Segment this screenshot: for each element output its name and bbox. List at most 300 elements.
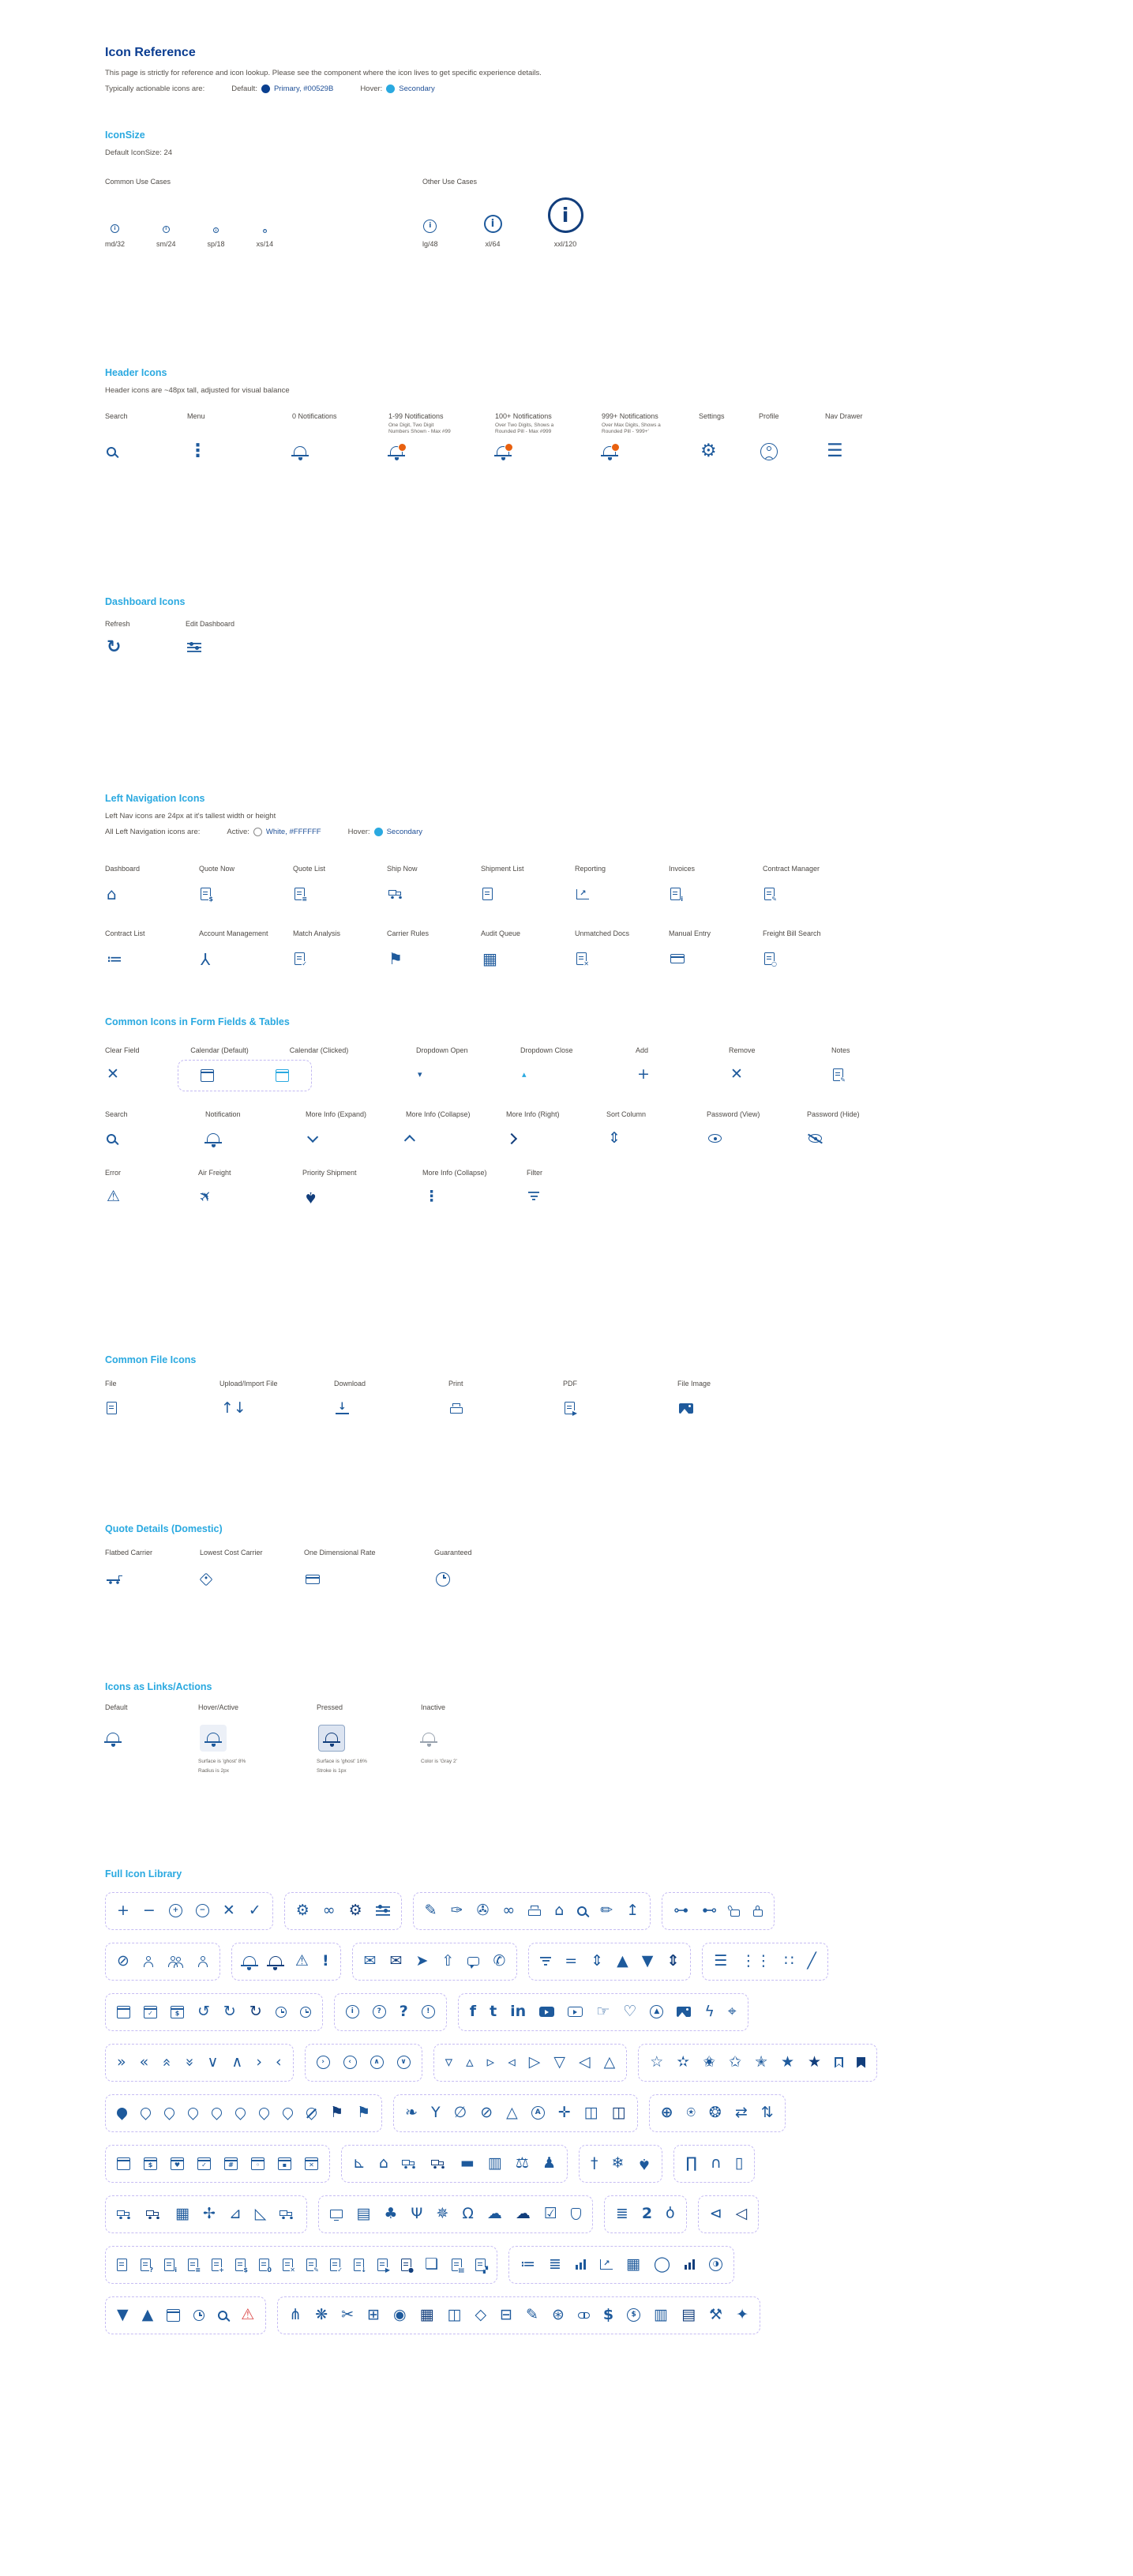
glyph-icon: ⋔: [289, 2306, 302, 2324]
section-heading: Dashboard Icons: [105, 595, 186, 607]
icon-label: Search: [105, 1110, 128, 1118]
active-color-swatch: [253, 828, 262, 836]
glyph-icon: ✕: [222, 1902, 235, 1920]
circ-icon: i: [111, 224, 119, 233]
glyph-icon: ⚠: [295, 1952, 309, 1970]
library-row: [105, 2246, 1117, 2284]
icon-cell: [105, 189, 125, 249]
pin-icon: [212, 2108, 222, 2118]
circ-icon: A: [531, 2106, 545, 2120]
library-icon-group: [284, 1892, 402, 1930]
glyph-icon: ↥: [626, 1902, 640, 1920]
icon-label: 999+ Notifications: [602, 411, 658, 420]
cal-icon: [224, 2157, 238, 2170]
doc-icon: [764, 888, 775, 900]
mon-icon: [330, 2210, 343, 2218]
pin-icon: [306, 2108, 317, 2118]
library-row: [105, 2094, 1117, 2132]
library-icon-group: [662, 1892, 775, 1930]
circ-icon: ∨: [397, 2056, 411, 2069]
glyph-icon: ▼: [117, 2306, 129, 2324]
icon-cell: [306, 1110, 406, 1150]
glyph-icon: ⊲: [709, 2205, 722, 2223]
circ-icon: i: [423, 220, 437, 233]
doc-icon: [164, 2259, 174, 2271]
icon-cell: [406, 1110, 506, 1150]
glyph-icon: ╱: [807, 1952, 816, 1970]
library-row: [105, 2296, 1117, 2334]
icon-cell: [416, 1046, 520, 1086]
icon-state-box: [200, 1725, 227, 1752]
icon-label: md/32: [105, 240, 126, 248]
icon-label: Notification: [205, 1110, 241, 1118]
icon-cell: [484, 189, 502, 249]
cal-icon: [278, 2157, 291, 2170]
section-full-icon-library: [105, 1868, 1117, 2334]
doc-icon: [670, 888, 681, 900]
chat-icon: [467, 1957, 479, 1966]
legend-active-label: Active:: [227, 828, 249, 837]
icon-cell: [199, 865, 293, 906]
glyph-icon: ❄: [611, 2154, 625, 2172]
truck-icon: [117, 2210, 133, 2219]
icon-cell: [199, 929, 293, 971]
glyph-icon: ?: [399, 2003, 408, 2021]
eye-icon: [708, 1134, 722, 1143]
icon-label: One Dimensional Rate: [304, 1549, 376, 1557]
glyph-icon: ∞: [502, 1902, 516, 1920]
icon-subnote: Stroke is 1px: [317, 1768, 347, 1774]
clock-icon: [300, 2007, 311, 2018]
icon-label: Download: [334, 1380, 366, 1388]
glyph-icon: ▦: [482, 948, 497, 968]
glyph-icon: ▥: [654, 2306, 669, 2324]
pin-icon: [259, 2108, 269, 2118]
icon-label: More Info (Collapse): [406, 1110, 471, 1118]
cal-icon: [201, 1069, 214, 1082]
truck-icon: [279, 2210, 295, 2219]
library-icon-group: [528, 1943, 691, 1981]
search-icon: [577, 1906, 587, 1916]
glyph-icon: ⋮⋮: [741, 1952, 771, 1970]
glyph-icon: ❧: [405, 2104, 418, 2122]
icon-label: Search: [105, 411, 128, 420]
legend-default-value: Primary, #00529B: [273, 84, 334, 93]
icon-label: More Info (Right): [506, 1110, 560, 1118]
glyph-icon: !: [321, 1952, 329, 1970]
library-icon-group: [413, 1892, 651, 1930]
glyph-icon: ❂: [708, 2104, 722, 2122]
library-icon-group: [579, 2145, 662, 2183]
icon-label: sp/18: [207, 240, 225, 248]
icon-label: Calendar (Default): [190, 1046, 249, 1054]
eye-icon: [808, 1134, 822, 1143]
pin-icon: [164, 2108, 174, 2118]
glyph-icon: ⋮: [424, 1187, 439, 1205]
doc-icon: [295, 952, 305, 965]
glyph-icon: ◃: [508, 2053, 516, 2071]
glyph-icon: «: [139, 2053, 149, 2071]
section-heading: Common Icons in Form Fields & Tables: [105, 1016, 290, 1027]
glyph-icon: +: [117, 1902, 129, 1920]
library-icon-group: [105, 1892, 273, 1930]
library-icon-group: [702, 1943, 828, 1981]
icon-subnote: Over Max Digits, Shows a: [602, 422, 661, 428]
icon-label: Quote Now: [199, 865, 235, 873]
doc-icon: [565, 1402, 575, 1414]
doc-icon: [283, 2259, 293, 2271]
hover-color-swatch: [386, 84, 395, 93]
glyph-icon: ⚑: [388, 948, 403, 968]
cal-icon: [144, 2157, 157, 2170]
icon-cell: [178, 1046, 416, 1091]
glyph-icon: ›: [256, 2053, 262, 2071]
icon-label: xxl/120: [553, 240, 577, 248]
glyph-icon: ≔: [107, 948, 122, 968]
glyph-icon: ✑: [450, 1902, 463, 1920]
icon-label: Air Freight: [198, 1168, 231, 1177]
icon-cell: [156, 189, 176, 249]
icon-cell: [208, 189, 225, 249]
icon-label: xl/64: [485, 240, 501, 248]
bell-icon: [207, 1133, 219, 1143]
library-icon-group: [352, 1943, 518, 1981]
icon-subnote: Rounded Pill - '999+': [602, 429, 649, 435]
bell-icon: [269, 1956, 282, 1966]
glyph-icon: ↻: [249, 2003, 262, 2021]
icon-cell: [387, 929, 481, 971]
bell-icon: [107, 1733, 119, 1743]
glyph-icon: »: [181, 2057, 199, 2067]
icon-cell: [434, 1549, 531, 1593]
cal-icon: [167, 2309, 180, 2322]
section-icons-as-links-actions: [105, 1681, 1117, 1775]
icon-cell: [763, 865, 857, 906]
glyph-icon: ∷: [784, 1952, 794, 1970]
icon-cell: [105, 1046, 178, 1086]
card-icon: [306, 1575, 320, 1584]
actionable-color-legend: [105, 84, 1117, 93]
icon-cell: [831, 1046, 902, 1086]
glyph-icon: ☞: [596, 2003, 610, 2021]
circ-icon: ‹: [343, 2056, 357, 2069]
page-title: Icon Reference: [105, 46, 196, 59]
truck-icon: [146, 2210, 162, 2219]
glyph-icon: ✇: [476, 1902, 490, 1920]
icon-label: Ship Now: [387, 865, 418, 873]
printer-icon: [450, 1403, 463, 1414]
section-heading: Header Icons: [105, 366, 167, 378]
glyph-icon: ⚠: [241, 2306, 255, 2324]
glyph-icon: ✩: [729, 2053, 742, 2071]
glyph-icon: ⊶: [673, 1902, 689, 1920]
glyph-icon: ≣: [549, 2255, 561, 2274]
flatbed-icon: [107, 1575, 122, 1584]
icon-label: Sort Column: [606, 1110, 647, 1118]
glyph-icon: ⊟: [500, 2306, 513, 2324]
library-icon-group: [433, 2044, 628, 2082]
bell-icon: [603, 446, 616, 456]
glyph-icon: ⇕: [591, 1952, 604, 1970]
pin-icon: [188, 2108, 198, 2118]
icon-cell: [105, 1549, 200, 1593]
icon-label: Refresh: [105, 619, 130, 628]
icon-cell: [563, 1380, 677, 1419]
filter-icon: [528, 1192, 539, 1201]
glyph-icon: ⌖: [727, 2003, 737, 2021]
icon-cell: [195, 1168, 302, 1208]
glyph-icon: ⚒: [709, 2306, 723, 2324]
icon-label: Menu: [187, 411, 205, 420]
library-icon-group: [393, 2094, 637, 2132]
circ-icon: ?: [373, 2005, 386, 2018]
library-icon-group: [508, 2246, 734, 2284]
doc-icon: [833, 1068, 843, 1081]
icon-cell: [105, 1380, 219, 1419]
section-form-table-icons: [105, 1016, 1117, 1207]
glyph-icon: Y: [431, 2104, 441, 2122]
legend-active-value: White, #FFFFFF: [265, 828, 321, 837]
glyph-icon: ⊿: [228, 2205, 242, 2223]
chev-icon: [307, 1135, 315, 1143]
library-icon-group: [105, 2296, 266, 2334]
header-icons-note: Header icons are ~48px tall, adjusted for visual balance: [105, 385, 290, 395]
glyph-icon: ⇅: [760, 2104, 774, 2122]
library-row: [105, 1993, 1117, 2031]
library-icon-group: [231, 1943, 341, 1981]
glyph-icon: ⊘: [117, 1952, 129, 1970]
glyph-icon: ✫: [677, 2053, 690, 2071]
icon-cell: [481, 929, 575, 971]
person-icon: [197, 1956, 208, 1967]
glyph-icon: ♠: [637, 2155, 651, 2173]
glyph-icon: ❏: [425, 2255, 439, 2274]
pill-icon: [578, 2312, 590, 2319]
doc-icon: [306, 2259, 317, 2271]
doc-icon: [235, 2259, 246, 2271]
cal-icon: [144, 2006, 157, 2018]
icon-cell: [669, 929, 763, 971]
glyph-icon: in: [510, 2003, 527, 2021]
library-icon-group: [105, 2246, 497, 2284]
glyph-icon: »: [157, 2057, 175, 2067]
truck-icon: [402, 2159, 418, 2169]
icon-cell: [575, 929, 669, 971]
bkm-icon: [835, 2057, 843, 2068]
other-use-cases-group: [422, 178, 583, 249]
circ-icon: i: [346, 2005, 359, 2018]
icon-label: Manual Entry: [669, 929, 711, 938]
glyph-icon: ⚠: [107, 1187, 121, 1205]
glyph-icon: ◫: [447, 2306, 462, 2324]
glyph-icon: ⚙: [295, 1902, 310, 1920]
icon-cell: [527, 1169, 613, 1208]
icon-library-grid: [105, 1892, 1117, 2334]
bell-icon: [497, 446, 509, 456]
circ-icon: i: [213, 227, 219, 233]
doc-icon: [377, 2259, 388, 2271]
legend-hover-value: Secondary: [399, 84, 435, 93]
circ-icon: i: [263, 229, 268, 234]
icon-label: 0 Notifications: [292, 411, 337, 420]
icon-label: More Info (Collapse): [422, 1168, 487, 1177]
doc-icon: [212, 2259, 222, 2271]
glyph-icon: ◫: [611, 2104, 626, 2122]
dl-icon: ↓: [336, 1402, 349, 1414]
icon-subnote: Over Two Digits, Shows a: [495, 422, 554, 428]
glyph-icon: ⊘: [480, 2104, 493, 2122]
yt-icon: [568, 2007, 583, 2017]
icon-cell: [257, 189, 274, 249]
icon-cell: [292, 412, 388, 464]
img-icon: [679, 1403, 693, 1414]
icon-label: Match Analysis: [293, 929, 341, 938]
icon-label: Add: [636, 1046, 649, 1054]
hover-color-swatch: [374, 828, 383, 836]
glyph-icon: ▹: [486, 2053, 495, 2071]
section-dashboard-icons: [105, 596, 1117, 659]
cal-icon: [305, 2157, 318, 2170]
icon-label: Profile: [759, 411, 779, 420]
glyph-icon: ◁: [735, 2205, 748, 2223]
glyph-icon: ⚙: [700, 441, 717, 462]
clock-icon: [193, 2310, 204, 2321]
group-label: Other Use Cases: [422, 178, 478, 186]
glyph-icon: ▽: [553, 2053, 565, 2071]
icon-cell: [205, 1110, 306, 1150]
icon-label: Remove: [729, 1046, 756, 1054]
circ-icon: ◑: [709, 2258, 722, 2271]
icon-label: Edit Dashboard: [186, 619, 235, 628]
icon-subnote: Surface is 'ghost' 16%: [317, 1758, 367, 1764]
icon-label: Pressed: [317, 1703, 343, 1711]
glyph-icon: ⇕: [608, 1129, 621, 1147]
glyph-icon: ♠: [304, 1188, 318, 1206]
icon-cell: [763, 929, 857, 971]
doc-icon: [576, 952, 587, 965]
glyph-icon: ▯: [734, 2154, 744, 2172]
icon-cell: [421, 1703, 516, 1765]
icon-label: Shipment List: [481, 865, 524, 873]
legend-default-label: Default:: [231, 84, 257, 93]
icon-label: Calendar (Clicked): [289, 1046, 349, 1054]
icon-cell: [105, 1703, 198, 1756]
icon-cell: [304, 1549, 434, 1593]
icon-cell: [387, 865, 481, 906]
circ-icon: ›: [317, 2056, 330, 2069]
chev-icon: [407, 1135, 415, 1143]
icon-label: Password (Hide): [807, 1110, 860, 1118]
glyph-icon: ☆: [650, 2053, 664, 2071]
glyph-icon: ▲: [617, 1952, 628, 1970]
bars-icon: [575, 2259, 587, 2270]
icon-cell: [825, 412, 896, 464]
glyph-icon: ▴: [522, 1069, 527, 1080]
doc-icon: [141, 2259, 151, 2271]
glyph-icon: ♣: [384, 2205, 398, 2223]
leftnav-color-legend: [105, 828, 1117, 836]
icon-cell: [105, 865, 199, 906]
glyph-icon: »: [117, 2053, 126, 2071]
glyph-icon: Ψ: [411, 2205, 423, 2223]
glyph-icon: ◺: [254, 2205, 267, 2223]
glyph-icon: ϟ: [704, 2003, 715, 2021]
bell-icon: [294, 446, 306, 456]
glyph-icon: ✕: [107, 1065, 119, 1083]
icon-label: Invoices: [669, 865, 696, 873]
filter-icon: [540, 1957, 551, 1966]
library-row: [105, 2195, 1117, 2233]
icon-label: Dashboard: [105, 865, 141, 873]
section-left-navigation-icons: [105, 793, 1117, 971]
icon-cell: [759, 412, 825, 464]
library-row: [105, 2044, 1117, 2082]
glyph-icon: ♟: [542, 2154, 556, 2172]
chev-icon: [508, 1135, 516, 1143]
glyph-icon: ▥: [487, 2154, 502, 2172]
legend-prefix: Typically actionable icons are:: [105, 84, 205, 93]
lock-icon: [753, 1905, 763, 1917]
icon-cell: [105, 412, 187, 464]
glyph-icon: △: [603, 2053, 616, 2071]
glyph-icon: ▤: [681, 2306, 696, 2324]
printer-icon: [528, 1906, 541, 1916]
icon-label: Nav Drawer: [825, 411, 863, 420]
icon-state-box: [318, 1725, 345, 1752]
icon-label: Dropdown Close: [520, 1046, 573, 1054]
chart-icon: [576, 889, 589, 899]
circ-icon: i: [484, 215, 502, 233]
doc-icon: [354, 2259, 364, 2271]
icon-label: Reporting: [575, 865, 606, 873]
cal-icon: [251, 2157, 264, 2170]
glyph-icon: ▦: [175, 2205, 189, 2223]
icon-cell: [669, 865, 763, 906]
circ-icon: i: [548, 197, 583, 233]
icon-subnote: Numbers Shown - Max #99: [388, 429, 451, 435]
icon-cell: [495, 412, 602, 464]
section-common-file-icons: [105, 1354, 1117, 1419]
icon-label: Unmatched Docs: [575, 929, 630, 938]
glyph-icon: ☁: [515, 2205, 531, 2223]
glyph-icon: 2: [641, 2205, 653, 2223]
icon-subnote: Color is 'Gray 2': [421, 1758, 457, 1764]
glyph-icon: ✎: [526, 2306, 538, 2324]
icon-label: xs/14: [256, 240, 274, 248]
glyph-icon: ⌂: [378, 2154, 388, 2172]
library-icon-group: [458, 1993, 748, 2031]
doc-icon: [295, 888, 305, 900]
icon-cell: [677, 1380, 792, 1419]
glyph-icon: ▿: [445, 2053, 453, 2071]
icon-subnote: Radius is 2px: [198, 1768, 230, 1774]
leftnav-note: Left Nav icons are 24px at it's tallest width or height: [105, 812, 276, 821]
icon-subnote: Rounded Pill - Max #999: [495, 429, 552, 435]
pin-icon: [141, 2108, 151, 2118]
icon-cell: [448, 1380, 563, 1419]
glyph-icon: ◯: [653, 2255, 671, 2274]
iconsize-note: Default IconSize: 24: [105, 148, 173, 157]
icon-cell: [186, 620, 296, 659]
glyph-icon: ≣: [615, 2205, 628, 2223]
glyph-icon: ↻: [223, 2003, 236, 2021]
icon-cell: [317, 1703, 421, 1775]
sliders-icon: [187, 642, 201, 653]
icon-cell: [293, 929, 387, 971]
section-heading: Common File Icons: [105, 1354, 197, 1366]
icon-label: Settings: [699, 411, 725, 420]
search-icon: [218, 2311, 227, 2320]
